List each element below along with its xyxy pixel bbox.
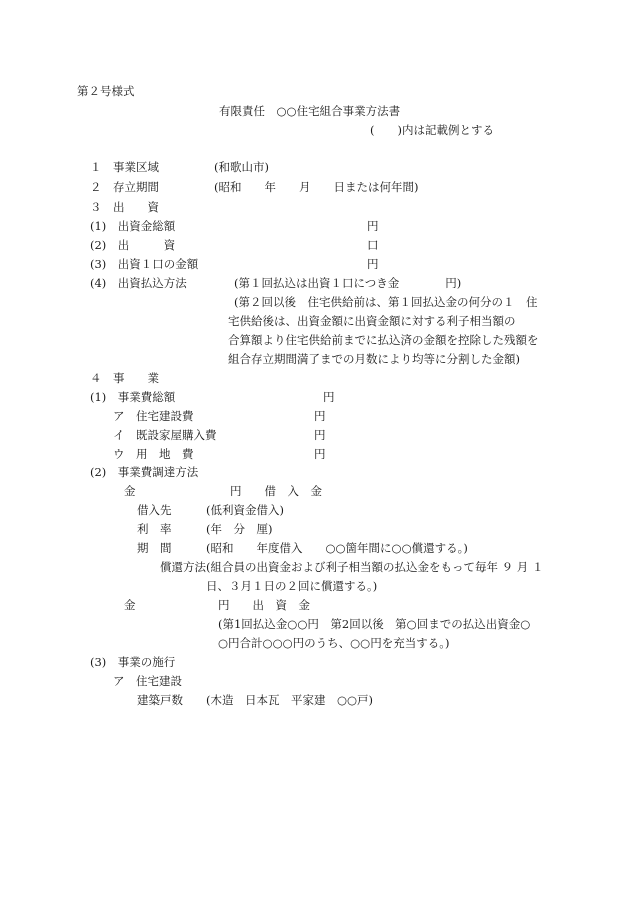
item-4-1-a-unit: 円 [314, 409, 326, 423]
loan-kin-label: 金 [124, 484, 136, 498]
item-4-1-c-label: ウ 用 地 費 [113, 447, 194, 461]
document-title: 有限責任 ○○住宅組合事業方法書 [219, 104, 401, 118]
repayment-line-1: 償還方法(組合員の出資金および利子相当額の払込金をもって毎年 ９ 月 １ [160, 560, 544, 574]
lender-value: (低利資金借入) [206, 503, 284, 517]
section-1-label: １ 事業区域 [90, 160, 159, 174]
capital-line-1: (第1回払込金○○円 第2回以後 第○回までの払込出資金○ [218, 617, 531, 631]
item-3-4-line-2: (第２回以後 住宅供給前は、第１回払込金の何分の１ 住 [234, 295, 538, 309]
repayment-line-2: 日、３月１日の２回に償還する。) [206, 579, 378, 593]
lender-label: 借入先 [137, 503, 172, 517]
item-4-3-label: (3) 事業の施行 [90, 655, 176, 669]
item-3-3-unit: 円 [367, 257, 379, 271]
item-4-1-c-unit: 円 [314, 447, 326, 461]
section-1-value: (和歌山市) [214, 160, 269, 174]
item-3-4-label: (4) 出資払込方法 [90, 276, 187, 290]
item-4-3-a-label: ア 住宅建設 [113, 674, 182, 688]
item-3-4-line-4: 合算額より住宅供給前までに払込済の金額を控除した残額を [228, 333, 539, 347]
section-4-label: ４ 事 業 [90, 371, 159, 385]
item-3-4-line-5: 組合存立期間満了までの月数により均等に分割した金額) [228, 352, 520, 366]
form-number: 第２号様式 [77, 84, 135, 98]
building-units-label: 建築戸数 [137, 693, 183, 707]
item-3-2-unit: 口 [367, 238, 379, 252]
item-3-3-label: (3) 出資１口の金額 [90, 257, 199, 271]
example-note: ( )内は記載例とする [370, 123, 494, 137]
period-value: (昭和 年度借入 ○○箇年間に○○償還する。) [206, 541, 468, 555]
section-2-label: ２ 存立期間 [90, 180, 159, 194]
capital-kin-label: 金 [124, 598, 136, 612]
item-3-2-label: (2) 出 資 [90, 238, 176, 252]
item-4-1-unit: 円 [323, 390, 335, 404]
rate-value: (年 分 厘) [206, 522, 273, 536]
capital-line-2: ○円合計○○○円のうち、○○円を充当する。) [218, 636, 450, 650]
section-3-label: ３ 出 資 [90, 200, 159, 214]
item-3-1-label: (1) 出資金総額 [90, 219, 176, 233]
item-3-4-line-1: (第１回払込は出資１口につき金 円) [234, 276, 462, 290]
capital-kin-unit: 円 出 資 金 [218, 598, 310, 612]
loan-kin-unit: 円 借 入 金 [230, 484, 322, 498]
item-4-1-b-label: イ 既設家屋購入費 [113, 428, 217, 442]
item-3-1-unit: 円 [367, 219, 379, 233]
rate-label: 利 率 [137, 522, 172, 536]
building-units-value: (木造 日本瓦 平家建 ○○戸) [206, 693, 374, 707]
item-4-1-label: (1) 事業費総額 [90, 390, 176, 404]
section-2-value: (昭和 年 月 日または何年間) [214, 180, 419, 194]
item-4-1-b-unit: 円 [314, 428, 326, 442]
item-3-4-line-3: 宅供給後は、出資金額に出資金額に対する利子相当額の [228, 314, 516, 328]
item-4-2-label: (2) 事業費調達方法 [90, 465, 199, 479]
item-4-1-a-label: ア 住宅建設費 [113, 409, 194, 423]
period-label: 期 間 [137, 541, 172, 555]
